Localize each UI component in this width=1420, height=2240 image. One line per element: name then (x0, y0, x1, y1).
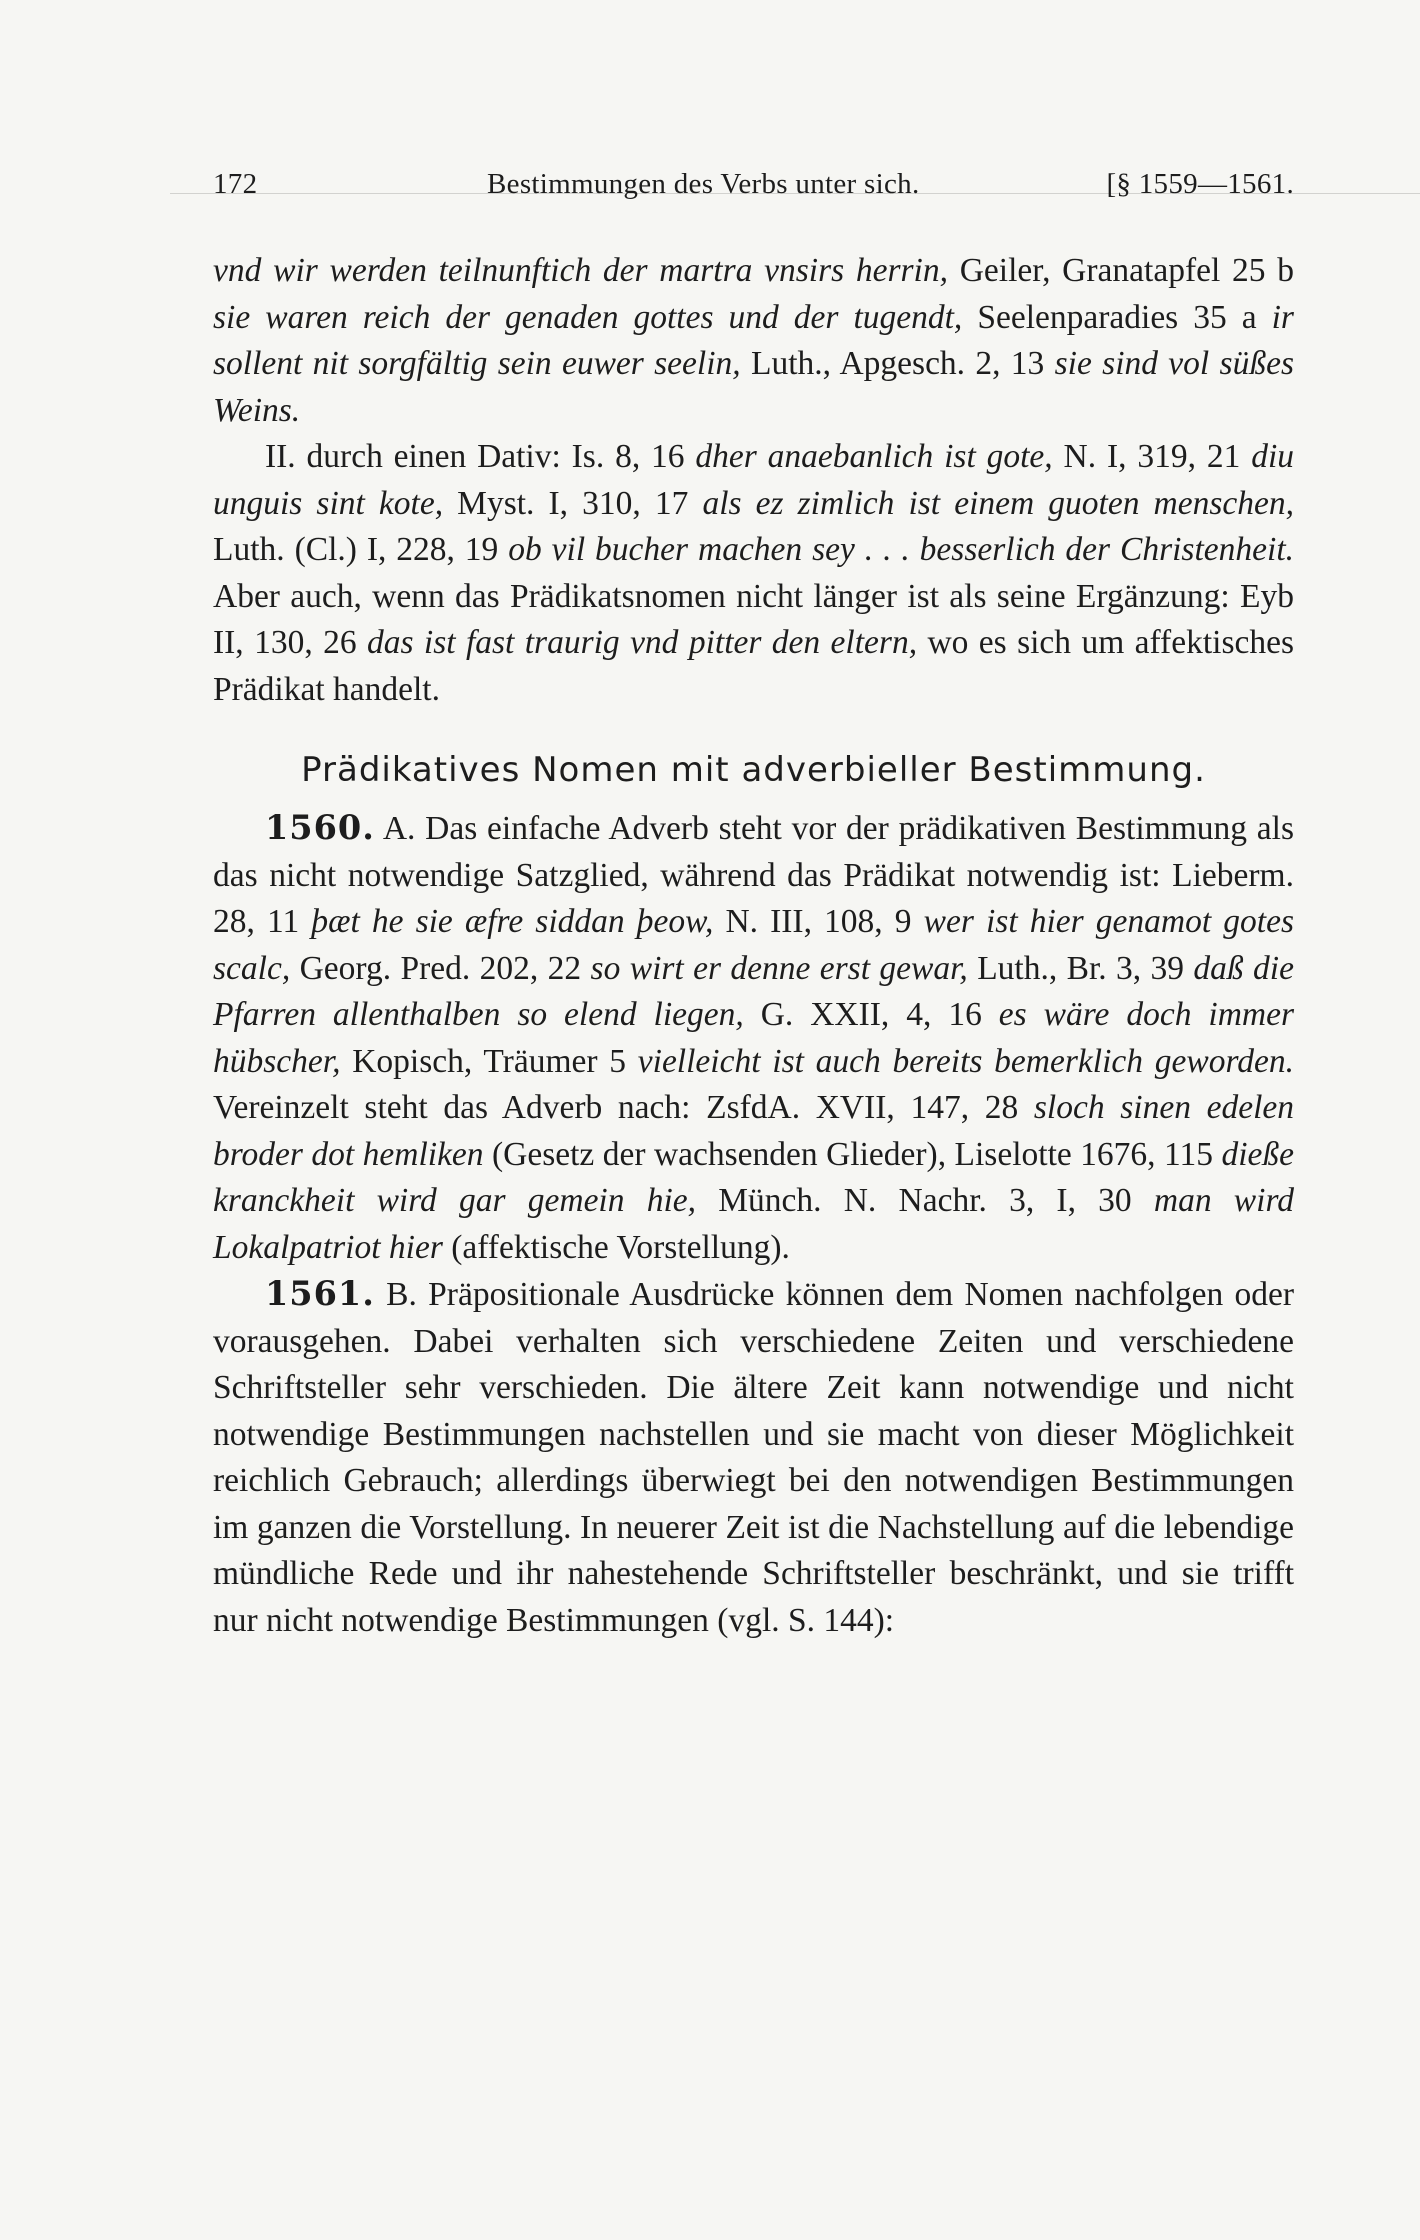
quoted-example: man wird Lokalpatriot hier (213, 1182, 1294, 1266)
section-heading: Prädikatives Nomen mit adverbieller Bestimmung. (301, 750, 1206, 790)
paragraph-1560 (213, 805, 1294, 1271)
text-run: Münch. N. Nachr. 3, I, 30 (696, 1182, 1154, 1219)
quoted-example: wer ist hier genamot gotes scalc, (213, 903, 1294, 987)
paragraph-dativ (213, 434, 1294, 713)
quoted-example: es wäre doch immer hübscher, (213, 996, 1294, 1080)
text-run: Vereinzelt steht das Adverb nach: ZsfdA. XVII, 147, 28 (213, 1089, 1034, 1126)
quoted-example: dher anaebanlich ist gote, (695, 438, 1053, 475)
text-run: Geiler, Granatapfel 25 b (948, 252, 1294, 289)
quoted-example: das ist fast traurig vnd pitter den eltern, (366, 624, 918, 661)
text-run: II. durch einen Dativ: Is. 8, 16 (265, 438, 696, 475)
text-run: G. XXII, 4, 16 (743, 996, 999, 1033)
text-run: (affektische Vorstellung). (442, 1228, 790, 1266)
text-run: N. I, 319, 21 (1052, 438, 1252, 475)
text-run: Luth., Apgesch. 2, 13 (740, 345, 1055, 382)
paragraph-1561 (213, 1271, 1294, 1644)
paragraph-continuation (213, 248, 1294, 434)
text-run: Luth., Br. 3, 39 (967, 949, 1194, 987)
section-number-1561: 1561. (265, 1274, 375, 1313)
text-run: B. Präpositionale Ausdrücke können dem Nomen nachfolgen oder vorausgehen. Dabei verhalten sich verschiedene Zeiten und verschiedene Schriftsteller sehr verschieden. Die ältere Zeit kann notwendige und nicht notwendige Bestimmungen nachstellen und sie macht von dieser Möglichkeit reichlich Gebrauch; allerdings überwiegt bei den notwendigen Bestimmungen im ganzen die Vorstellung. In neuerer Zeit ist die Nachstellung auf die lebendige mündliche Rede und ihr nahestehende Schriftsteller beschränkt, und sie trifft nur nicht notwendige Bestimmungen (vgl. S. 144): (213, 1276, 1294, 1639)
quoted-example: daß die Pfarren allenthalben so elend liegen, (213, 949, 1294, 1033)
quoted-example: ir sollent nit sorgfältig sein euwer seelin, (213, 298, 1294, 382)
page-number: 172 (213, 168, 258, 200)
text-run: Seelenparadies 35 a (962, 298, 1272, 336)
text-run: Aber auch, wenn das Prädikatsnomen nicht länger ist als seine Ergänzung: Eyb II, 130, 26 (213, 577, 1294, 661)
quoted-example: vielleicht ist auch bereits bemerklich geworden. (637, 1042, 1294, 1080)
quoted-example: so wirt er denne erst gewar, (590, 949, 968, 987)
running-title: Bestimmungen des Verbs unter sich. (487, 168, 920, 200)
quoted-example: sloch sinen edelen broder dot hemliken (213, 1089, 1295, 1173)
quoted-example: ob vil bucher machen sey . . . besserlich der Christenheit. (508, 531, 1294, 568)
section-range: [§ 1559—1561. (1106, 168, 1294, 200)
quoted-example: sie sind vol süßes Weins. (213, 345, 1294, 429)
paragraph-1561-body (213, 1276, 1294, 1639)
quoted-example: als ez zimlich ist einem guoten menschen, (702, 484, 1294, 522)
quoted-example: sie waren reich der genaden gottes und der tugendt, (213, 298, 963, 336)
body-text (213, 248, 1294, 1644)
quoted-example: vnd wir werden teilnunftich der martra vnsirs herrin, (213, 252, 948, 289)
section-number-1560: 1560. (265, 808, 375, 847)
text-run: Myst. I, 310, 17 (443, 484, 703, 522)
text-run: wo es sich um affektisches Prädikat handelt. (213, 624, 1295, 708)
text-run: Kopisch, Träumer 5 (340, 1042, 638, 1080)
text-run: Georg. Pred. 202, 22 (290, 949, 591, 987)
text-run: N. III, 108, 9 (713, 903, 924, 940)
text-run: Luth. (Cl.) I, 228, 19 (213, 531, 509, 568)
paragraph-1560-body (213, 810, 1294, 1266)
quoted-example: þæt he sie æfre siddan þeow, (311, 903, 714, 940)
quoted-example: dieße kranckheit wird gar gemein hie, (213, 1135, 1294, 1219)
text-run: (Gesetz der wachsenden Glieder), Liselotte 1676, 115 (483, 1135, 1222, 1173)
text-run: A. Das einfache Adverb steht vor der prädikativen Bestimmung als das nicht notwendige Satzglied, während das Prädikat notwendig ist: Lieberm. 28, 11 (213, 810, 1294, 940)
quoted-example: diu unguis sint kote, (213, 438, 1294, 522)
